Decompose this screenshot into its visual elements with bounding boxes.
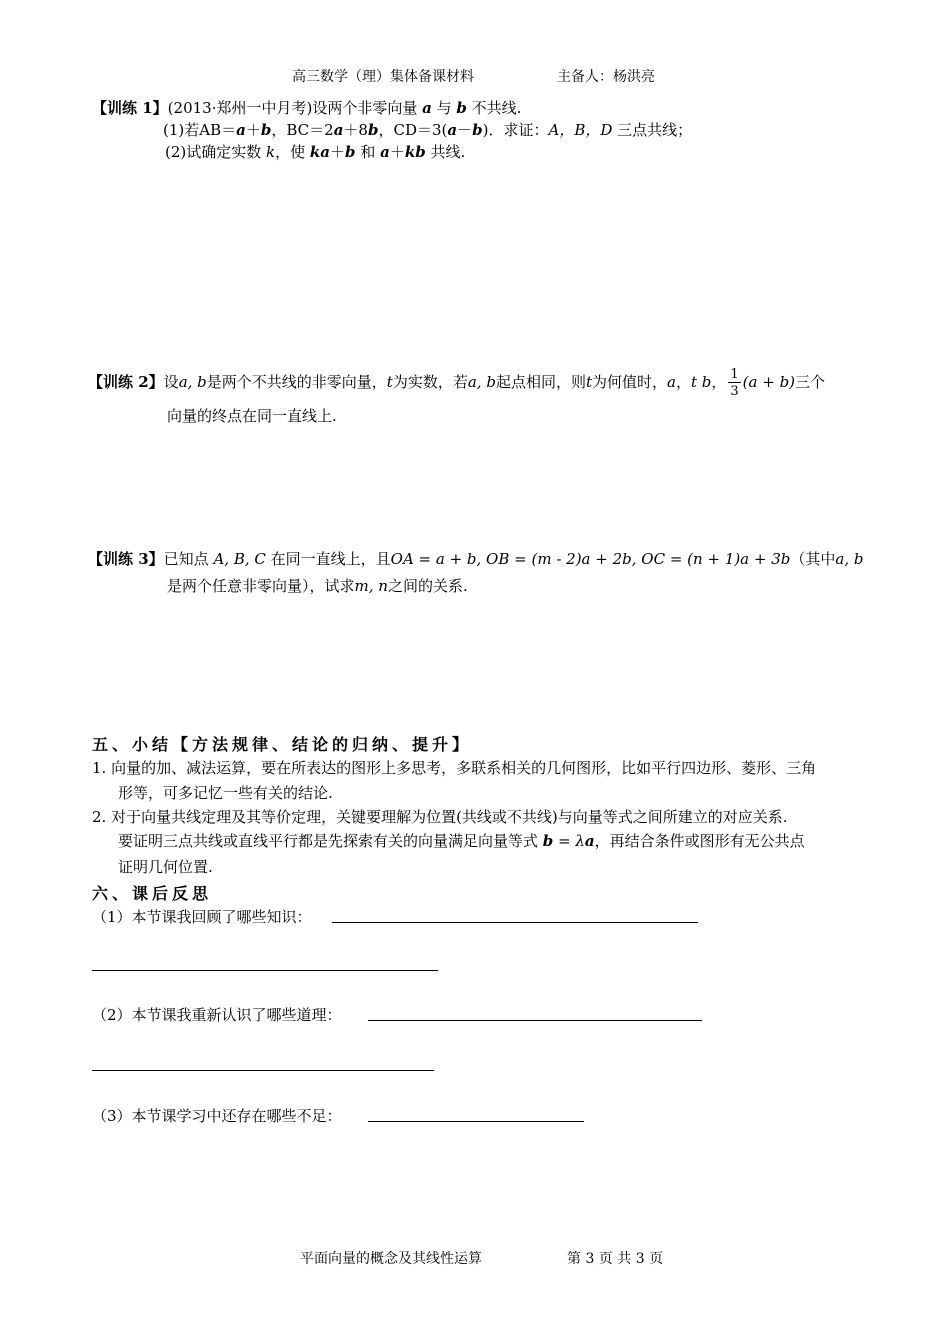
text: 三点共线；: [612, 121, 693, 139]
text: 设两个非零向量: [312, 99, 423, 117]
answer-line-3[interactable]: [368, 1121, 584, 1122]
vector-ka: ka: [309, 143, 331, 161]
exercise-2-line-1: [88, 362, 825, 402]
footer-title: 平面向量的概念及其线性运算: [300, 1251, 482, 1267]
vector-a: a: [380, 143, 390, 161]
text: －: [457, 121, 473, 139]
vars-mn: m, n: [354, 577, 388, 595]
text: ，BC＝2: [271, 121, 334, 139]
var-t: t: [585, 373, 592, 391]
text: 三个: [795, 373, 826, 391]
exercise-2-line-2: 向量的终点在同一直线上.: [167, 407, 337, 425]
text: (1)若AB＝: [163, 121, 237, 139]
footer-page-number: 第 3 页 共 3 页: [567, 1251, 664, 1267]
text: 设: [163, 373, 179, 391]
equals-lambda: = λ: [553, 832, 585, 850]
header-title: 高三数学（理）集体备课材料: [292, 69, 474, 85]
text: )．求证：: [482, 121, 549, 139]
text: ＋: [389, 143, 405, 161]
text: 共线.: [425, 143, 466, 161]
exercise-1-question-2: [165, 141, 465, 162]
points-abc: A, B, C: [213, 550, 266, 568]
text: 之间的关系.: [387, 577, 468, 595]
answer-line-2a[interactable]: [368, 1020, 702, 1021]
answer-line-2b[interactable]: [92, 1070, 434, 1071]
summary-point-2-line-2: [118, 830, 805, 851]
header-author: 主备人：杨洪亮: [557, 69, 655, 85]
exercise-1-intro: [92, 97, 521, 118]
vector-b: b: [542, 832, 554, 850]
reflection-question-1: （1）本节课我回顾了哪些知识：: [92, 908, 312, 926]
text: 为实数，若: [392, 373, 468, 391]
text: 和: [355, 143, 381, 161]
fraction-one-third: [728, 368, 740, 398]
exercise-1-source: (2013·郑州一中月考): [167, 99, 313, 117]
vectors-ab: a, b: [467, 373, 496, 391]
exercise-3-line-2: [167, 575, 468, 596]
text: 为何值时，: [591, 373, 667, 391]
vector-a: a: [667, 373, 676, 391]
text: ＋8: [343, 121, 368, 139]
text: ，再结合条件或图形有无公共点: [594, 832, 805, 850]
reflection-heading: 六、课后反思: [92, 884, 213, 903]
points: A，B，D: [548, 121, 613, 139]
vector-equations: OA = a + b, OB = (m - 2)a + 2b, OC = (n + 1)a + 3b: [390, 550, 791, 568]
vector-tb: t b: [690, 373, 712, 391]
exercise-3-line-1: [88, 548, 863, 569]
text: 在同一直线上，且: [265, 550, 391, 568]
exercise-1-question-1: [163, 119, 692, 140]
vector-a: a: [422, 99, 432, 117]
text: ，: [675, 373, 691, 391]
vector-sum: (a + b): [742, 373, 796, 391]
text: 起点相同，则: [495, 373, 586, 391]
text: ，CD＝3(: [378, 121, 448, 139]
text: ＋: [330, 143, 346, 161]
text: 是两个不共线的非零向量，: [206, 373, 387, 391]
reflection-question-3: （3）本节课学习中还存在哪些不足：: [92, 1107, 342, 1125]
text: 已知点: [163, 550, 214, 568]
exercise-2-label: 【训练 2】: [88, 373, 164, 391]
fraction-numerator: 1: [730, 367, 739, 382]
exercise-1-label: 【训练 1】: [92, 99, 168, 117]
vector-b: b: [456, 99, 467, 117]
summary-point-1-line-1: 1. 向量的加、减法运算，要在所表达的图形上多思考，多联系相关的几何图形，比如平行四边形、菱形、三角: [92, 759, 817, 777]
text: 与: [431, 99, 457, 117]
text: ，使: [275, 143, 310, 161]
vector-a: a: [333, 121, 344, 139]
exercise-3-label: 【训练 3】: [88, 550, 164, 568]
summary-heading: 五、小结【方法规律、结论的归纳、提升】: [92, 735, 473, 754]
text: ＋: [245, 121, 261, 139]
vector-b: b: [367, 121, 379, 139]
text: 要证明三点共线或直线平行都是先探索有关的向量满足向量等式: [118, 832, 543, 850]
answer-line-1b[interactable]: [92, 970, 438, 971]
vectors-ab: a, b: [178, 373, 207, 391]
reflection-question-2: （2）本节课我重新认识了哪些道理：: [92, 1006, 342, 1024]
var-t: t: [386, 373, 393, 391]
vector-a: a: [447, 121, 458, 139]
vector-kb: kb: [404, 143, 426, 161]
text: 是两个任意非零向量），试求: [167, 577, 355, 595]
text: ，: [711, 373, 727, 391]
summary-point-2-line-3: 证明几何位置.: [118, 858, 213, 876]
var-k: k: [266, 143, 276, 161]
text: （其中: [790, 550, 836, 568]
vector-a: a: [236, 121, 246, 139]
text: (2)试确定实数: [165, 143, 267, 161]
vector-a: a: [584, 832, 595, 850]
vector-b: b: [472, 121, 483, 139]
text: 不共线.: [466, 99, 522, 117]
answer-line-1a[interactable]: [332, 922, 698, 923]
vector-b: b: [260, 121, 272, 139]
vectors-ab: a, b: [835, 550, 864, 568]
summary-point-1-line-2: 形等，可多记忆一些有关的结论.: [118, 784, 333, 802]
summary-point-2-line-1: 2. 对于向量共线定理及其等价定理，关键要理解为位置(共线或不共线)与向量等式之间所建立的对应关系.: [92, 808, 788, 826]
fraction-denominator: 3: [730, 384, 739, 399]
vector-b: b: [345, 143, 356, 161]
